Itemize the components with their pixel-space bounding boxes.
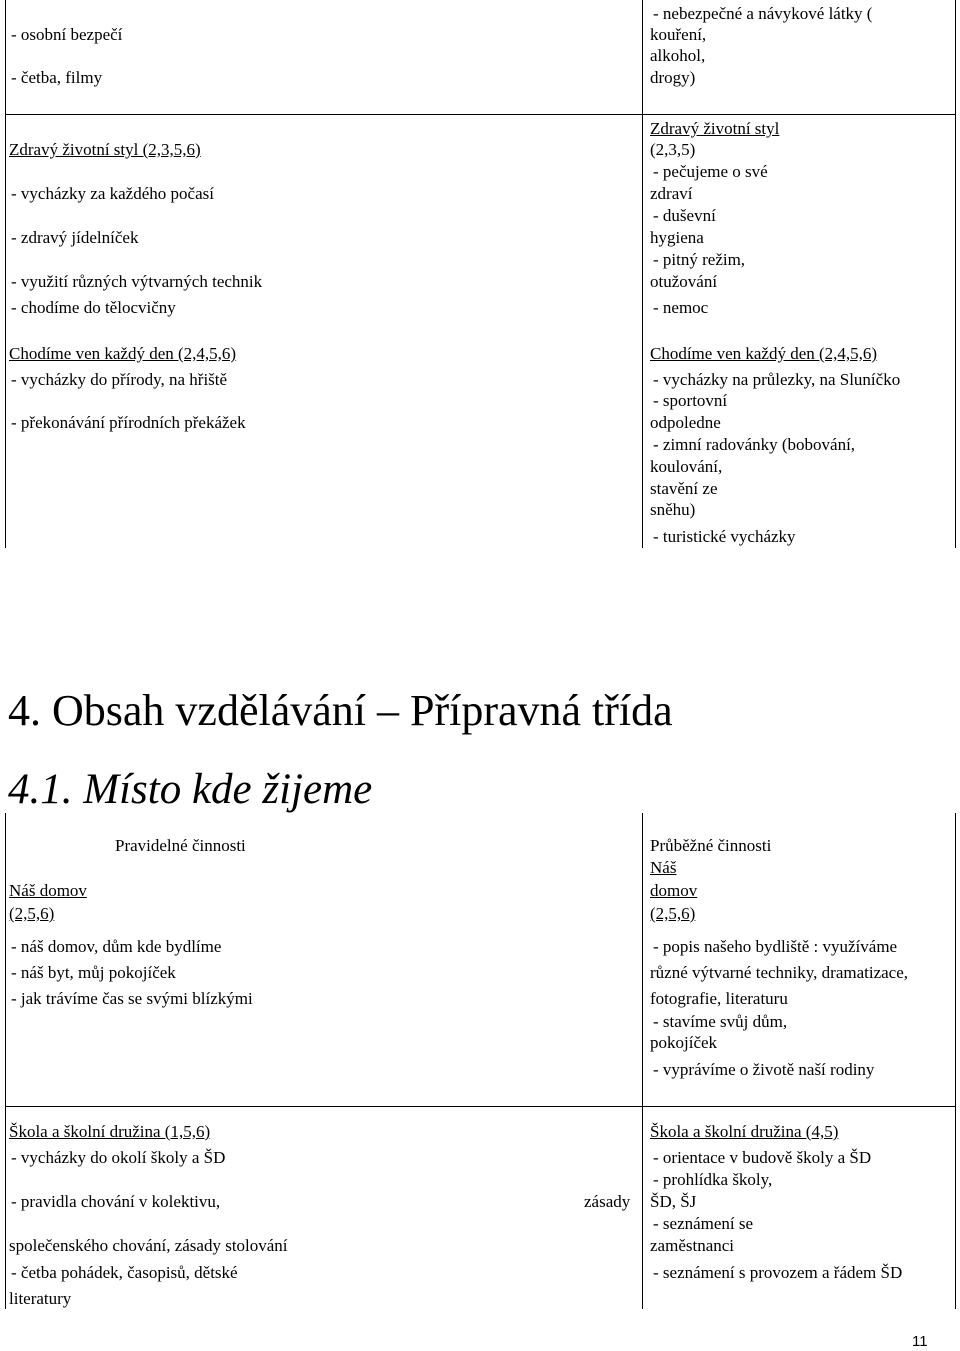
left-skola-line: - vycházky do okolí školy a ŠD <box>11 1148 226 1167</box>
left-chodime-item: - překonávání přírodních překážek <box>11 413 246 432</box>
left-skola-line: - četba pohádek, časopisů, dětské <box>11 1263 238 1282</box>
left-zdravy-item: - využití různých výtvarných technik <box>11 272 263 291</box>
right-domov-line: - popis našeho bydliště : využíváme <box>653 937 898 956</box>
left-skola-line: společenského chování, zásady stolování <box>9 1236 288 1255</box>
right-skola-line: - prohlídka školy, <box>653 1170 773 1189</box>
right-chodime-line: - zimní radovánky (bobování, <box>653 435 856 454</box>
top-table-right-border <box>955 0 956 548</box>
left-intro-line: - četba, filmy <box>11 68 103 87</box>
bottom-table-row-divider <box>5 1106 956 1107</box>
left-zdravy-item: - zdravý jídelníček <box>11 228 139 247</box>
left-zdravy-title: Zdravý životní styl (2,3,5,6) <box>9 140 201 159</box>
right-zdravy-line: - pečujeme o své <box>653 162 768 181</box>
right-zdravy-line: zdraví <box>650 184 693 203</box>
left-domov-title: (2,5,6) <box>9 904 55 923</box>
right-intro-line: - nebezpečné a návykové látky ( <box>653 4 873 23</box>
right-chodime-line: stavění ze <box>650 479 718 498</box>
right-domov-title: Náš <box>650 858 677 877</box>
top-table-center-divider <box>642 0 643 548</box>
right-skola-line: - seznámení se <box>653 1214 754 1233</box>
right-chodime-line: koulování, <box>650 457 723 476</box>
right-chodime-line: - vycházky na průlezky, na Sluníčko <box>653 370 901 389</box>
right-zdravy-line: (2,3,5) <box>650 140 696 159</box>
right-zdravy-title: Zdravý životní styl <box>650 119 780 138</box>
left-zdravy-item: - vycházky za každého počasí <box>11 184 214 203</box>
section-heading: 4. Obsah vzdělávání – Přípravná třída <box>8 686 673 735</box>
right-domov-line: - stavíme svůj dům, <box>653 1012 788 1031</box>
right-intro-line: alkohol, <box>650 46 706 65</box>
left-domov-item: - náš domov, dům kde bydlíme <box>11 937 222 956</box>
left-skola-line: zásady <box>584 1192 631 1211</box>
right-skola-line: ŠD, ŠJ <box>650 1192 697 1211</box>
left-chodime-item: - vycházky do přírody, na hřiště <box>11 370 228 389</box>
right-domov-line: různé výtvarné techniky, dramatizace, <box>650 963 909 982</box>
left-domov-item: - jak trávíme čas se svými blízkými <box>11 989 253 1008</box>
left-skola-line: literatury <box>9 1289 72 1308</box>
left-zdravy-item: - chodíme do tělocvičny <box>11 298 176 317</box>
column-header-ongoing: Průběžné činnosti <box>650 836 772 855</box>
right-zdravy-line: - pitný režim, <box>653 250 746 269</box>
right-skola-line: - seznámení s provozem a řádem ŠD <box>653 1263 903 1282</box>
right-chodime-line: - sportovní <box>653 391 728 410</box>
right-intro-line: kouření, <box>650 25 707 44</box>
left-intro-line: - osobní bezpečí <box>11 25 123 44</box>
right-zdravy-line: hygiena <box>650 228 704 247</box>
right-zdravy-line: otužování <box>650 272 718 291</box>
right-skola-line: - orientace v budově školy a ŠD <box>653 1148 872 1167</box>
bottom-table-center-divider <box>642 813 643 1309</box>
page-number: 11 <box>912 1333 928 1350</box>
right-chodime-line: - turistické vycházky <box>653 527 796 546</box>
right-domov-line: - vyprávíme o životě naší rodiny <box>653 1060 875 1079</box>
right-chodime-title: Chodíme ven každý den (2,4,5,6) <box>650 344 878 363</box>
right-chodime-line: sněhu) <box>650 500 696 519</box>
column-header-regular: Pravidelné činnosti <box>115 836 246 855</box>
right-zdravy-line: - duševní <box>653 206 716 225</box>
right-domov-line: pokojíček <box>650 1033 718 1052</box>
right-domov-title: (2,5,6) <box>650 904 696 923</box>
right-skola-title: Škola a školní družina (4,5) <box>650 1122 839 1141</box>
subsection-heading: 4.1. Místo kde žijeme <box>8 766 373 813</box>
right-skola-line: zaměstnanci <box>650 1236 735 1255</box>
top-table-row-divider <box>5 114 956 115</box>
left-domov-title: Náš domov <box>9 881 87 900</box>
left-chodime-title: Chodíme ven každý den (2,4,5,6) <box>9 344 237 363</box>
bottom-table-right-border <box>955 813 956 1309</box>
bottom-table-left-border <box>5 813 6 1309</box>
left-skola-line: - pravidla chování v kolektivu, <box>11 1192 221 1211</box>
left-skola-title: Škola a školní družina (1,5,6) <box>9 1122 211 1141</box>
right-zdravy-line: - nemoc <box>653 298 709 317</box>
right-domov-title: domov <box>650 881 698 900</box>
right-chodime-line: odpoledne <box>650 413 721 432</box>
top-table-left-border <box>5 0 6 548</box>
left-domov-item: - náš byt, můj pokojíček <box>11 963 176 982</box>
right-intro-line: drogy) <box>650 68 696 87</box>
right-domov-line: fotografie, literaturu <box>650 989 788 1008</box>
